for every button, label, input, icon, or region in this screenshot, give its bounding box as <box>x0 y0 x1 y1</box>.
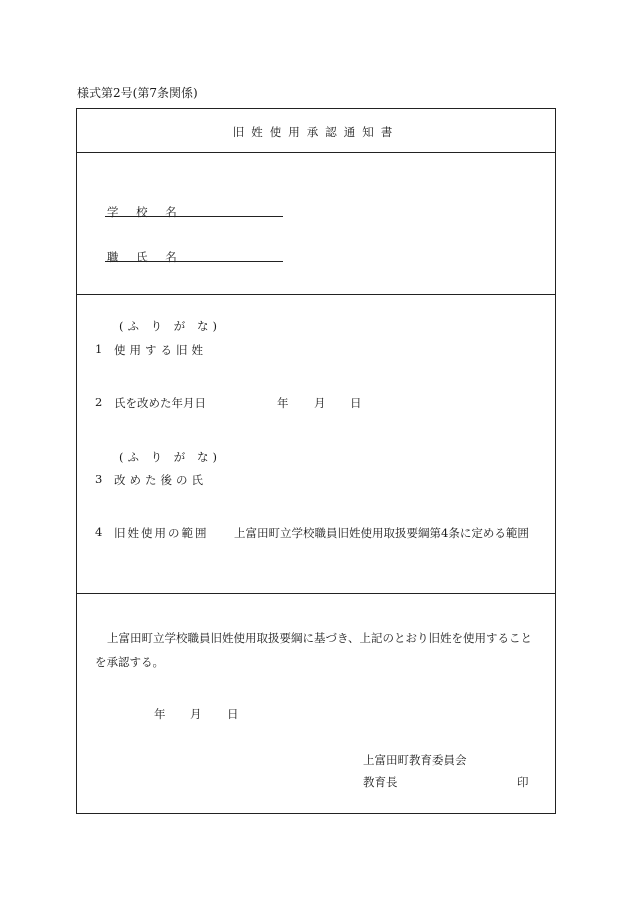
approval-date-day-unit: 日 <box>227 707 239 721</box>
staff-name-label: 職 氏 名 <box>107 250 184 264</box>
school-name-underline <box>105 216 283 217</box>
form-number-label: 様式第2号(第7条関係) <box>77 86 198 100</box>
divider-header <box>77 294 555 295</box>
item4-label: 旧姓使用の範囲 <box>114 526 209 540</box>
approval-text-line1: 上富田町立学校職員旧姓使用取扱要綱に基づき、上記のとおり旧姓を使用すること <box>107 631 533 645</box>
item2-day-unit: 日 <box>350 396 362 410</box>
item1-number: 1 <box>95 342 103 356</box>
furigana-label-3: (ふ り が な) <box>119 450 221 464</box>
item4-value: 上富田町立学校職員旧姓使用取扱要綱第4条に定める範囲 <box>234 526 529 540</box>
item2-label: 氏を改めた年月日 <box>114 396 206 410</box>
approval-text-line2: を承認する。 <box>95 655 164 669</box>
item2-year-unit: 年 <box>277 396 289 410</box>
divider-title <box>77 152 555 153</box>
staff-name-underline <box>105 261 283 262</box>
school-name-label: 学 校 名 <box>107 205 184 219</box>
item2-number: 2 <box>95 395 103 409</box>
item3-label: 改めた後の氏 <box>114 473 207 487</box>
approval-date-year-unit: 年 <box>154 707 166 721</box>
furigana-label-1: (ふ り が な) <box>119 319 221 333</box>
seal-mark: 印 <box>517 775 529 789</box>
item2-month-unit: 月 <box>314 396 326 410</box>
notice-form <box>76 108 556 814</box>
form-title: 旧姓使用承認通知書 <box>232 125 400 139</box>
divider-items <box>77 593 555 594</box>
issuer-organization: 上富田町教育委員会 <box>363 753 467 767</box>
item3-number: 3 <box>95 472 103 486</box>
item1-label: 使用する旧姓 <box>114 343 207 357</box>
issuer-title: 教育長 <box>363 775 398 789</box>
approval-date-month-unit: 月 <box>190 707 202 721</box>
item4-number: 4 <box>95 525 103 539</box>
